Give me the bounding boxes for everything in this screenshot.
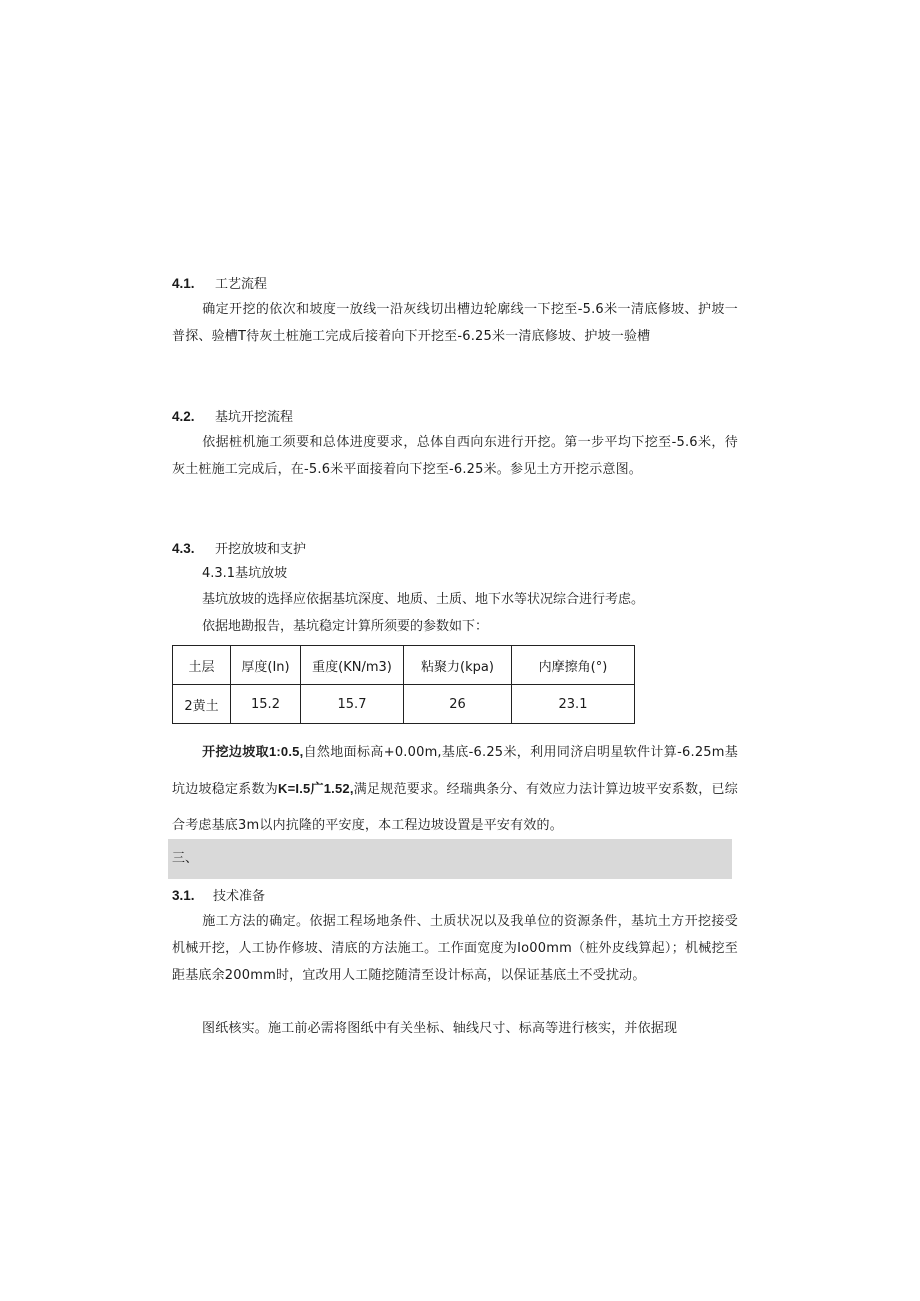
table-cell: 15.2 [231,685,301,724]
heading-4-1 [172,275,267,294]
table-header-cell: 重度(KN/m3) [301,646,404,685]
heading-title: 基坑开挖流程 [215,410,294,425]
heading-number: 3.1. [172,888,195,903]
table-header-cell: 厚度(In) [231,646,301,685]
heading-4-3 [172,540,306,559]
process-flow-paragraph: 确定开挖的依次和坡度一放线一沿灰线切出槽边轮廓线一下挖至-5.6米一清底修坡、护坡一普探、验槽T待灰土桩施工完成后接着向下开挖至-6.25米一清底修坡、护坡一验槽 [172,302,738,344]
heading-title: 技术准备 [213,889,266,904]
table-cell: 26 [404,685,512,724]
table-header-cell: 土层 [173,646,231,685]
chapter-number: 三、 [172,851,199,866]
heading-4-2 [172,408,293,427]
heading-title: 工艺流程 [215,277,268,292]
chapter-band [168,839,732,879]
soil-parameters-table [172,645,635,724]
parameters-intro-text: 依据地勘报告，基坑稳定计算所须要的参数如下： [202,619,489,634]
table-cell: 23.1 [512,685,635,724]
excavation-flow-paragraph: 依据桩机施工须要和总体进度要求，总体自西向东进行开挖。第一步平均下挖至-5.6米，待灰土桩施工完成后，在-5.6米平面接着向下挖至-6.25米。参见土方开挖示意图。 [172,435,738,477]
heading-number: 4.1. [172,276,195,291]
heading-number: 4.3. [172,541,195,556]
slope-ratio-bold: 开挖边坡取1:0.5, [202,744,304,759]
stability-factor-bold: K=I.5广1.52, [278,781,354,796]
table-cell: 15.7 [301,685,404,724]
subsection-title: 4.3.1基坑放坡 [202,566,288,581]
slope-selection-text: 基坑放坡的选择应依据基坑深度、地质、土质、地下水等状况综合进行考虑。 [202,592,645,607]
table-header-row [173,646,635,685]
construction-method-paragraph: 施工方法的确定。依据工程场地条件、土质状况以及我单位的资源条件，基坑土方开挖接受机械开挖，人工协作修坡、清底的方法施工。工作面宽度为Io00mm（桩外皮线算起）；机械挖至距基底余200mm时，宜改用人工随挖随清至设计标高，以保证基底土不受扰动。 [172,914,738,983]
drawing-check-paragraph: 图纸核实。施工前必需将图纸中有关坐标、轴线尺寸、标高等进行核实，并依据现 [202,1021,678,1036]
table-cell: 2黄土 [173,685,231,724]
document-page [172,0,738,1301]
table-header-cell: 内摩擦角(°) [512,646,635,685]
heading-number: 4.2. [172,409,195,424]
heading-3-1 [172,887,265,906]
slope-stability-paragraph: 开挖边坡取1:0.5,自然地面标高+0.00m,基底-6.25米，利用同济启明星软件计算-6.25m基坑边坡稳定系数为K=I.5广1.52,满足规范要求。经瑞典条分、有效应力法计算边坡平安系数，已综合考虑基底3m以内抗隆的平安度，本工程边坡设置是平安有效的。 [172,744,738,833]
table-row [173,685,635,724]
heading-title: 开挖放坡和支护 [215,542,307,557]
table-header-cell: 粘聚力(kpa) [404,646,512,685]
